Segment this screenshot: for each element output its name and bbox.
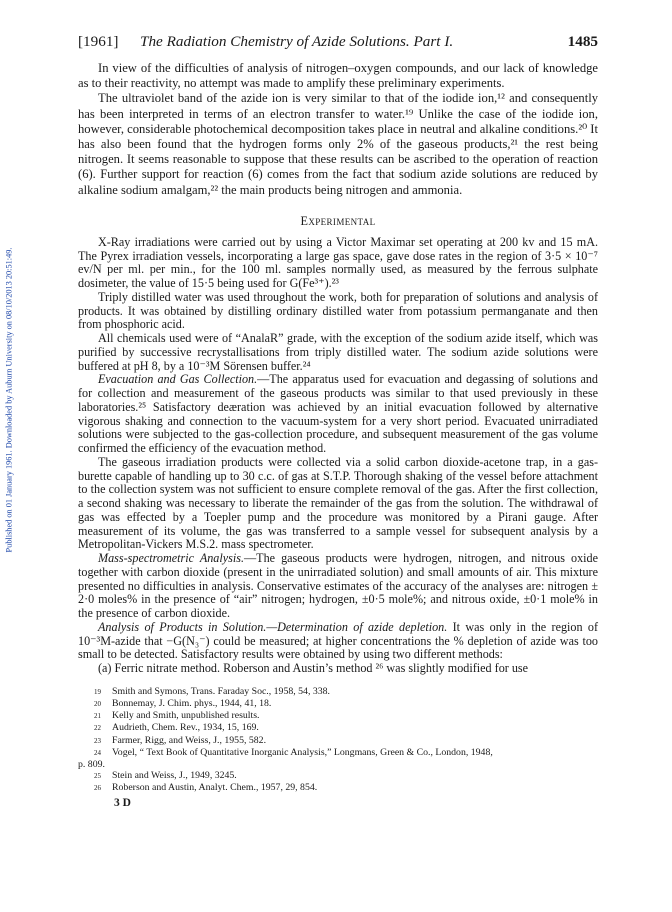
intro-paragraph-1: In view of the difficulties of analysis of nitrogen–oxygen compounds, and our lack of knowledge as to their reactivity, no attempt was made to amplify these preliminary experiments. (78, 61, 598, 91)
footnote-text: Farmer, Rigg, and Weiss, J., 1955, 582. (112, 734, 267, 746)
footnote (78, 782, 598, 794)
experimental-paragraph-3: All chemicals used were of “AnalaR” grade, with the exception of the sodium azide itself, which was purified by successive recrystallisations from triply distilled water. The sodium azide solutions were buffered at pH 8, by a 10⁻³M Sörensen buffer.²⁴ (78, 331, 598, 373)
footnote (78, 735, 598, 747)
footnote (78, 710, 598, 722)
footnote-text: Audrieth, Chem. Rev., 1934, 15, 169. (112, 722, 259, 734)
evacuation-text: —The apparatus used for evacuation and degassing of solutions and for collection and measurement of the gaseous products was similar to that used previously in these laboratories.²⁵ Satisfactory deæration was achieved by an initial evacuation followed by alternative vigorous shaking and connection to the vacuum-system for a very short period. Evacuated unirradiated solutions were subjected to the gas-collection procedure, and subsequent measurement of the gas volume confirmed the efficiency of the evacuation method. (78, 372, 598, 456)
section-heading-experimental: Experimental (300, 213, 376, 228)
footnote (78, 698, 598, 710)
subsection-title-mass-spec: Mass-spectrometric Analysis. (98, 551, 245, 566)
running-head-title: The Radiation Chemistry of Azide Solutions. Part I. (140, 33, 454, 50)
footnote-number: 22 (94, 724, 101, 733)
running-head-year: [1961] (78, 33, 119, 50)
footnotes (78, 686, 598, 795)
watermark-text: Published on 01 January 1961. Downloaded by Auburn University on 08/10/2013 20:51:49. (4, 247, 14, 553)
page-number: 1485 (567, 33, 598, 50)
footnote-number: 19 (94, 687, 101, 696)
experimental-paragraph-2: Triply distilled water was used throughout the work, both for preparation of solutions and analysis of products. It was obtained by distilling ordinary distilled water from potassium permanganate and then from phosphoric acid. (78, 289, 598, 332)
footnote (78, 770, 598, 782)
footnote-number: 23 (94, 736, 101, 745)
footnote-number: 26 (94, 784, 101, 793)
footnote (78, 747, 598, 759)
mass-spec-text: —The gaseous products were hydrogen, nitrogen, and nitrous oxide together with carbon dioxide (present in the unirradiated solution) and small amounts of air. This mixture presented no difficulties in analysis. Conservative estimates of the accuracy of the analyses are: nitrogen ± 2·0 moles% in the presence of “air” nitrogen; hydrogen, ±0·5 mole%; and nitrous oxide, ±0·1 mole% in the presence of carbon dioxide. (78, 551, 598, 621)
intro-paragraph-2: The ultraviolet band of the azide ion is very similar to that of the iodide ion,¹² and consequently has been interpreted in terms of an electron transfer to water.¹⁹ Unlike the case of the iodide ion, however, considerable photochemical decomposition takes place in neutral and alkaline conditions.²⁰ It has also been found that the hydrogen forms only 2% of the gaseous products,²¹ the rest being nitrogen. It seems reasonable to suppose that these results can be ascribed to the operation of reaction (6). Further support for reaction (6) comes from the fact that sodium azide solutions are reduced by alkaline sodium amalgam,²² the main products being nitrogen and ammonia. (78, 91, 598, 197)
footnote-text: Stein and Weiss, J., 1949, 3245. (112, 770, 237, 782)
ferric-nitrate-text: Roberson and Austin’s method ²⁶ was slightly modified for use (223, 661, 529, 676)
experimental-paragraph-5: The gaseous irradiation products were collected via a solid carbon dioxide-acetone trap, in a gas-burette capable of handling up to 30 c.c. of gas at S.T.P. Thorough shaking of the vessel before attachment to the collection system was not sufficient to ensure complete removal of the gas. After the first collection, a second shaking was necessary to liberate the remainder of the gas from the solution. The withdrawal of gas was effected by a Toepler pump and the procedure was monitored by a Pirani gauge. After measurement of its volume, the gas was transferred to a sample vessel for subsequent analysis by a Metropolitan-Vickers M.S.2. mass spectrometer. (78, 454, 598, 552)
footnote-number: 24 (94, 748, 101, 757)
intro-section (78, 61, 598, 198)
footnote-number: 21 (94, 712, 101, 721)
experimental-paragraph-1: X-Ray irradiations were carried out by using a Victor Maximar set operating at 200 kv and 15 mA. The Pyrex irradiation vessels, incorporating a large gas space, gave dose rates in the region of 3·5 × 10⁻⁷ ev/N per ml. per min., for the 100 ml. samples normally used, as measured by the ferrous sulphate dosimeter, the value of 15·5 being used for G(Fe³⁺).²³ (78, 234, 598, 291)
footnote-text: Kelly and Smith, unpublished results. (112, 710, 260, 722)
footnote-text: Vogel, “ Text Book of Quantitative Inorganic Analysis,” Longmans, Green & Co., London, 1948, (112, 746, 493, 758)
footnote-text: p. 809. (78, 759, 105, 771)
signature-mark: 3 D (114, 796, 131, 809)
footnote-continuation (78, 759, 598, 770)
subsection-title-analysis: Analysis of Products in Solution.—Determination of azide depletion. (98, 619, 448, 634)
analysis-text: It was only in the region of 10⁻³M-azide that −G(N₃⁻) could be measured; at higher concentrations the % depletion of azide was too small to be detected. Satisfactory results were obtained by using two different methods: (78, 619, 599, 662)
method-label-ferric-nitrate: (a) Ferric nitrate method. (98, 661, 221, 676)
footnote-text: Bonnemay, J. Chim. phys., 1944, 41, 18. (112, 698, 272, 710)
running-head (78, 33, 598, 51)
footnote (78, 722, 598, 734)
footnote-number: 25 (94, 772, 101, 781)
page-body (78, 33, 598, 809)
footnote-text: Smith and Symons, Trans. Faraday Soc., 1958, 54, 338. (112, 685, 330, 697)
experimental-paragraph-6 (78, 552, 598, 621)
experimental-paragraph-7 (78, 621, 598, 662)
footnote-text: Roberson and Austin, Analyt. Chem., 1957, 29, 854. (112, 782, 318, 794)
experimental-section (78, 236, 598, 676)
subsection-title-evacuation: Evacuation and Gas Collection. (98, 372, 258, 387)
footnote (78, 686, 598, 698)
experimental-paragraph-4 (78, 373, 598, 456)
footnote-number: 20 (94, 700, 101, 709)
experimental-paragraph-8 (78, 662, 598, 676)
download-watermark (2, 140, 16, 660)
